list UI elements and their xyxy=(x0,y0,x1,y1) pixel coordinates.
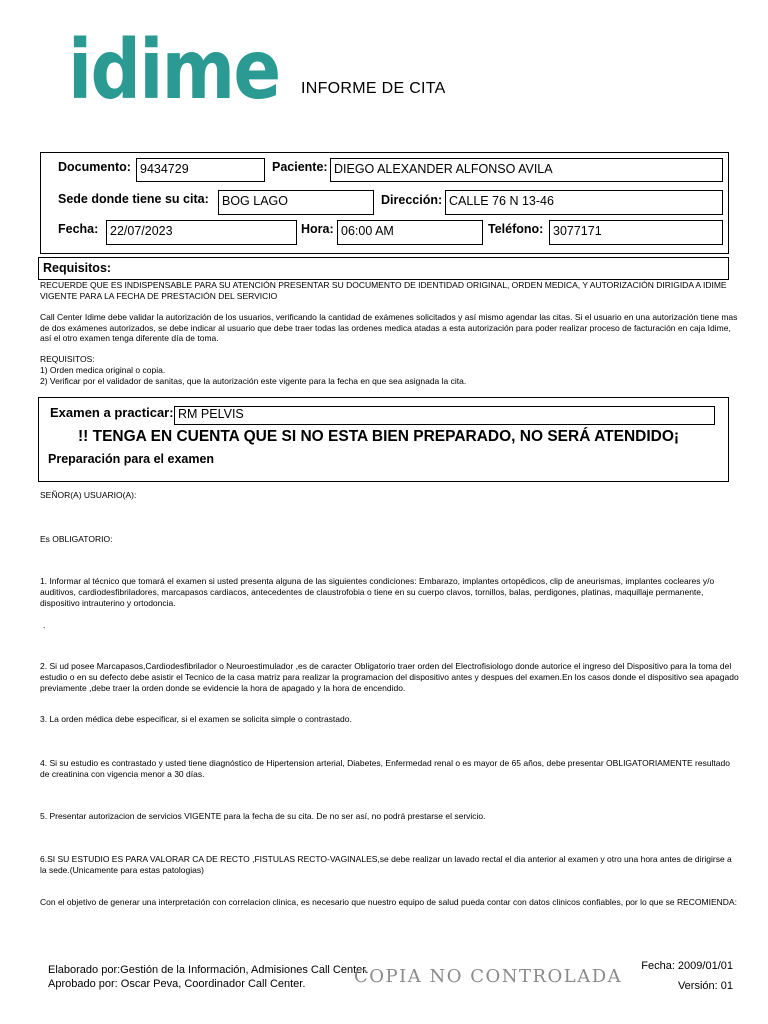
telefono-label: Teléfono: xyxy=(488,222,544,236)
footer-version: Versión: 01 xyxy=(677,980,733,992)
paciente-field: DIEGO ALEXANDER ALFONSO AVILA xyxy=(330,158,723,182)
sede-label: Sede donde tiene su cita: xyxy=(58,192,209,206)
requisitos-list-title: REQUISITOS: xyxy=(40,354,95,364)
fecha-label: Fecha: xyxy=(58,222,99,236)
call-center-note: Call Center Idime debe validar la autorización de los usuarios, verificando la cantidad de exámenes solicitados y así mismo agendar las citas. Si el usuario en una autorización tiene mas de dos exámenes autorizados, se debe indicar al usuario que debe traer todas las ordenes medica atadas a esta autorización para poder realizar proceso de facturación en caja Idime, así el otro examen tenga diferente día de toma. xyxy=(40,312,738,343)
idime-logo: idime xyxy=(68,23,280,118)
instruction-1: 1. Informar al técnico que tomará el examen si usted presenta alguna de las siguientes condiciones: Embarazo, implantes ortopédicos, clip de aneurismas, implantes cocleares y/o auditivos, cardiodesfibriladores, marcapasos cardiacos, antecedentes de claustrofobia o tiene en su cuerpo clavos, tornillos, balas, perdigones, platinas, maquillaje permanente, dispositivo intrauterino y ortodoncia. xyxy=(40,576,715,608)
instruction-3: 3. La orden médica debe especificar, si el examen se solicita simple o contrastado. xyxy=(40,714,352,724)
direccion-label: Dirección: xyxy=(381,193,443,207)
telefono-field: 3077171 xyxy=(549,220,723,245)
documento-field: 9434729 xyxy=(136,158,265,182)
fecha-field: 22/07/2023 xyxy=(106,220,297,245)
salutation: SEÑOR(A) USUARIO(A): xyxy=(40,490,137,500)
footer-elaborado: Elaborado por:Gestión de la Información, Admisiones Call Center. xyxy=(48,964,369,976)
requisitos-heading: Requisitos: xyxy=(43,261,112,275)
requisitos-item-1: 1) Orden medica original o copia. xyxy=(40,365,166,375)
paciente-label: Paciente: xyxy=(272,160,328,174)
direccion-field: CALLE 76 N 13-46 xyxy=(445,190,723,215)
requisitos-box xyxy=(38,257,729,280)
preparation-heading: Preparación para el examen xyxy=(48,452,215,466)
page-title: INFORME DE CITA xyxy=(301,80,446,97)
hora-field: 06:00 AM xyxy=(337,220,483,245)
exam-field: RM PELVIS xyxy=(174,406,715,425)
instruction-7: Con el objetivo de generar una interpretación con correlacion clinica, es necesario que nuestro equipo de salud pueda contar con datos clinicos confiables, por lo que se RECOMIENDA: xyxy=(40,897,737,907)
requisitos-notice: RECUERDE QUE ES INDISPENSABLE PARA SU ATENCIÓN PRESENTAR SU DOCUMENTO DE IDENTIDAD ORIGINAL, ORDEN MEDICA, Y AUTORIZACIÓN DIRIGIDA A IDIME VIGENTE PARA LA FECHA DE PRESTACIÓN DEL SERVICIO xyxy=(40,280,727,301)
instruction-2: 2. Si ud posee Marcapasos,Cardiodesfibrilador o Neuroestimulador ,es de caracter Obligatorio traer orden del Electrofisiologo donde autorice el ingreso del Dispositivo para la toma del estudio o en su defecto debe asistir el Tecnico de la casa matriz para realizar la programacion del dispositivo antes y despues del examen.En los casos donde el dispositivo sea apagado previamente ,debe traer la orden donde se evidencie la hora de apagado y la hora de encendido. xyxy=(40,661,739,693)
instruction-6: 6.SI SU ESTUDIO ES PARA VALORAR CA DE RECTO ,FISTULAS RECTO-VAGINALES,se debe realizar un lavado rectal el dia anterior al examen y otro una hora antes de dirigirse a la sede.(Unicamente para estas patologias) xyxy=(40,854,732,875)
obligatorio-heading: Es OBLIGATORIO: xyxy=(40,534,113,544)
footer-aprobado: Aprobado por: Oscar Peva, Coordinador Call Center. xyxy=(48,978,306,990)
instruction-4: 4. Si su estudio es contrastado y usted tiene diagnóstico de Hipertension arterial, Diabetes, Enfermedad renal o es mayor de 65 años, debe presentar OBLIGATORIAMENTE resultado de creatinina con vigencia menor a 30 días. xyxy=(40,758,730,779)
instruction-dot: . xyxy=(43,620,46,630)
uncontrolled-copy-stamp: COPIA NO CONTROLADA xyxy=(354,966,623,987)
instruction-5: 5. Presentar autorizacion de servicios VIGENTE para la fecha de su cita. De no ser así, no podrá prestarse el servicio. xyxy=(40,811,486,821)
documento-label: Documento: xyxy=(58,160,131,174)
hora-label: Hora: xyxy=(301,222,334,236)
requisitos-item-2: 2) Verificar por el validador de sanitas, que la autorización este vigente para la fecha en que sea asignada la cita. xyxy=(40,376,467,386)
exam-label: Examen a practicar: xyxy=(50,405,174,420)
preparation-warning: !! TENGA EN CUENTA QUE SI NO ESTA BIEN PREPARADO, NO SERÁ ATENDIDO¡ xyxy=(78,428,680,445)
footer-date: Fecha: 2009/01/01 xyxy=(641,960,733,972)
sede-field: BOG LAGO xyxy=(218,190,374,215)
